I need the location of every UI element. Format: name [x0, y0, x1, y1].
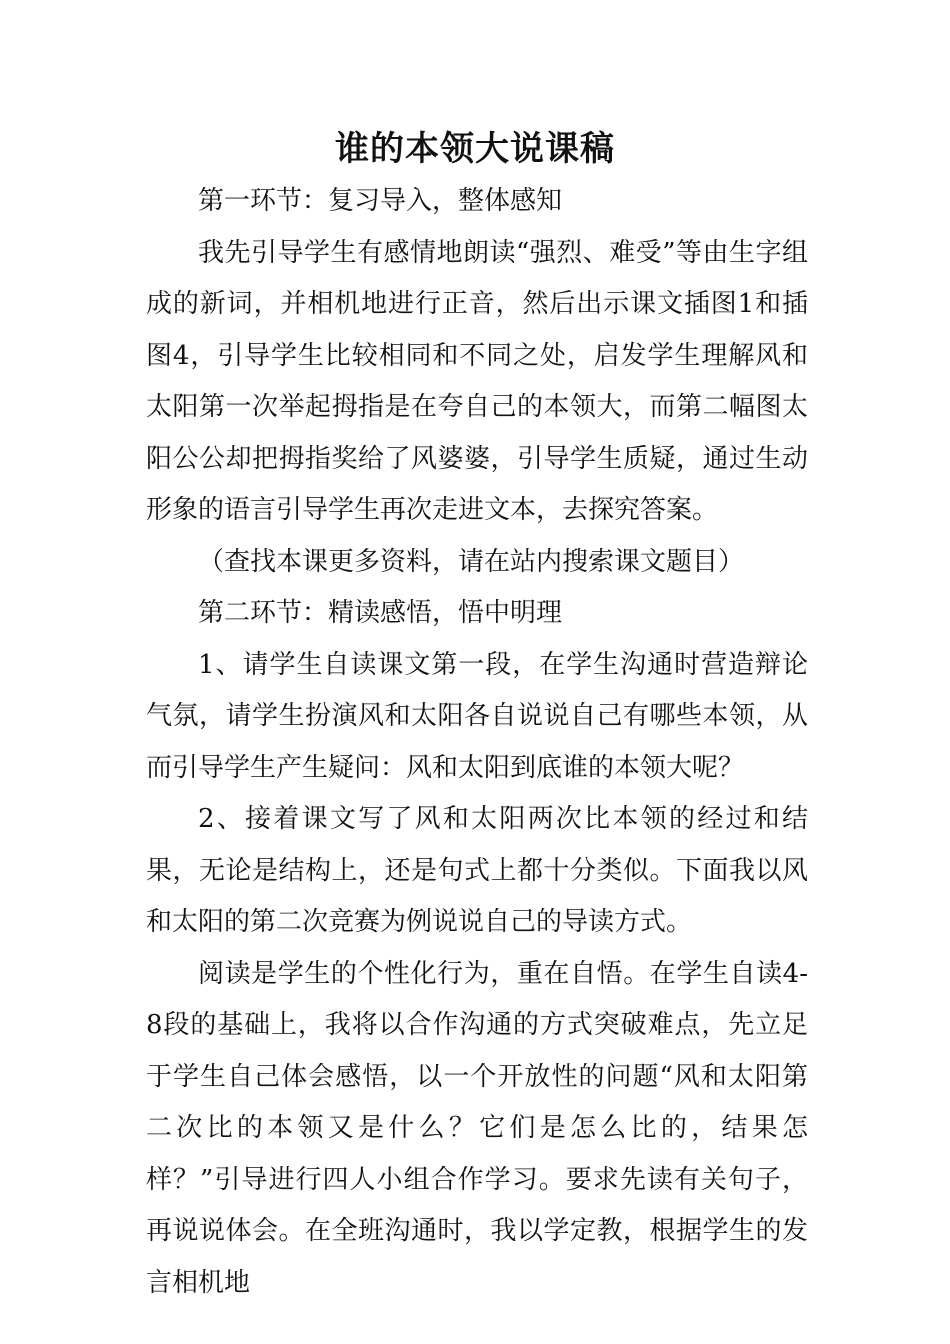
document-body [146, 176, 808, 1309]
body-paragraph: 1、请学生自读课文第一段，在学生沟通时营造辩论气氛，请学生扮演风和太阳各自说说自己有哪些本领，从而引导学生产生疑问：风和太阳到底谁的本领大呢？ [146, 649, 808, 783]
body-paragraph: 阅读是学生的个性化行为，重在自悟。在学生自读4-8段的基础上，我将以合作沟通的方式突破难点，先立足于学生自己体会感悟，以一个开放性的问题“风和太阳第二次比的本领又是什么？它们是怎么比的，结果怎样？”引导进行四人小组合作学习。要求先读有关句子，再说说体会。在全班沟通时，我以学定教，根据学生的发言相机地 [146, 958, 808, 1298]
body-paragraph: 我先引导学生有感情地朗读“强烈、难受”等由生字组成的新词，并相机地进行正音，然后出示课文插图1和插图4，引导学生比较相同和不同之处，启发学生理解风和太阳第一次举起拇指是在夸自己的本领大，而第二幅图太阳公公却把拇指奖给了风婆婆，引导学生质疑，通过生动形象的语言引导学生再次走进文本，去探究答案。 [146, 237, 808, 525]
section-heading-1: 第一环节：复习导入，整体感知 [198, 186, 563, 216]
body-paragraph: 2、接着课文写了风和太阳两次比本领的经过和结果，无论是结构上，还是句式上都十分类似。下面我以风和太阳的第二次竞赛为例说说自己的导读方式。 [146, 804, 808, 937]
section-heading-2: 第二环节：精读感悟，悟中明理 [198, 598, 563, 628]
body-paragraph-note: （查找本课更多资料，请在站内搜索课文题目） [198, 546, 745, 577]
page-title: 谁的本领大说课稿 [335, 129, 615, 169]
